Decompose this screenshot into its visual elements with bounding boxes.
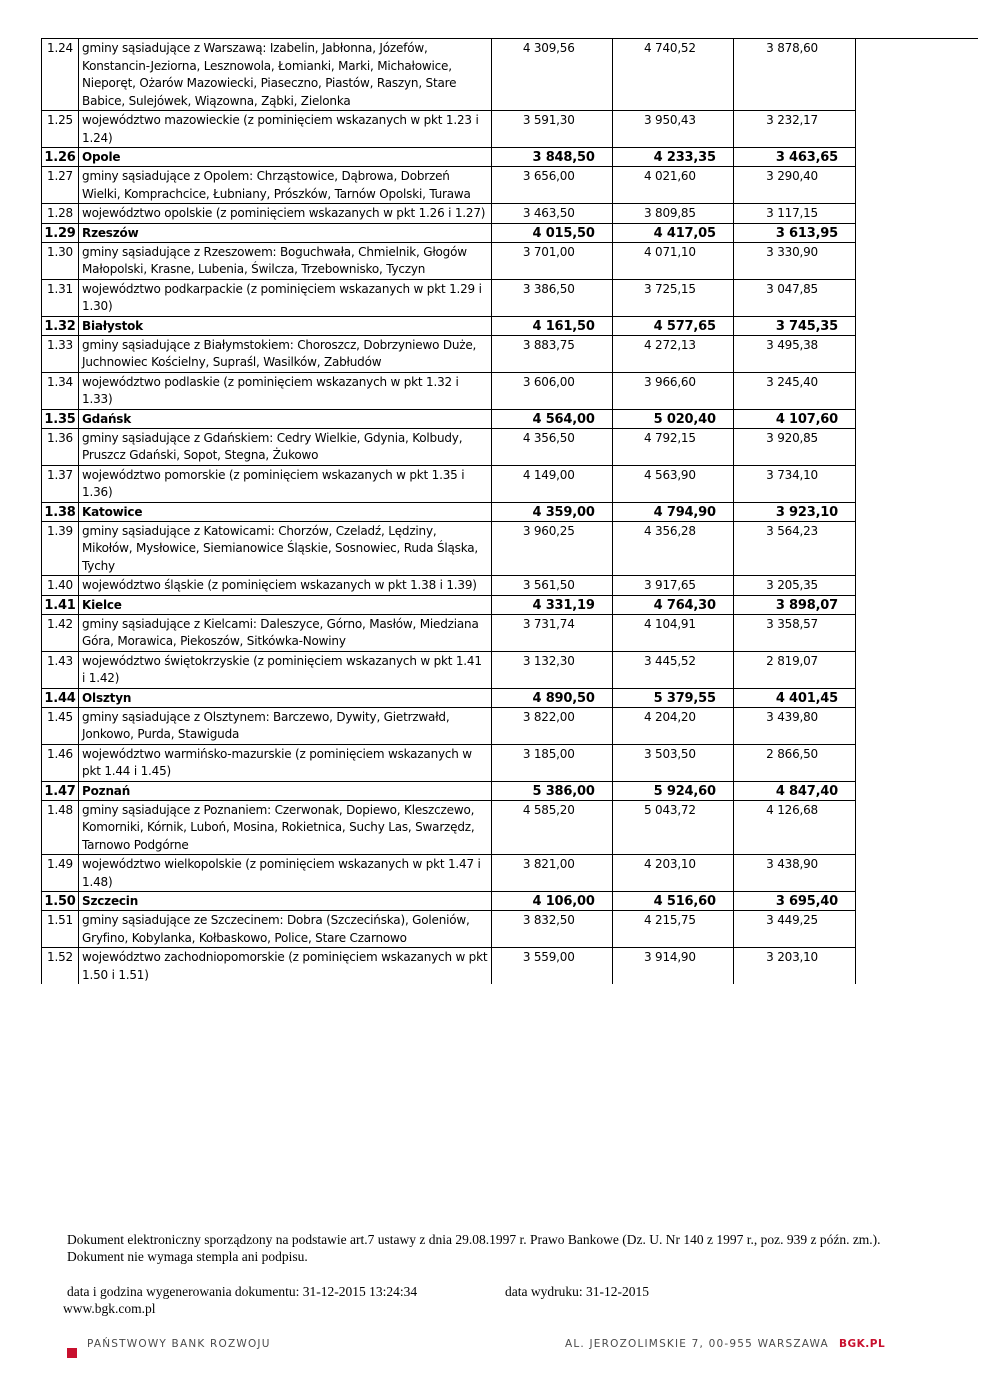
row-name: województwo podlaskie (z pominięciem wskazanych w pkt 1.32 i 1.33) — [79, 372, 492, 409]
row-value-3: 2 819,07 — [733, 651, 855, 688]
row-value-2: 3 809,85 — [612, 204, 733, 224]
row-value-1: 3 132,30 — [491, 651, 612, 688]
row-value-1: 4 359,00 — [491, 502, 612, 521]
row-number: 1.37 — [42, 465, 79, 502]
row-value-3: 3 438,90 — [733, 855, 855, 892]
row-value-2: 4 764,30 — [612, 595, 733, 614]
row-value-3: 3 695,40 — [733, 892, 855, 911]
table-row — [42, 948, 856, 985]
row-name: Opole — [79, 148, 492, 167]
row-value-3: 3 745,35 — [733, 316, 855, 335]
row-value-3: 4 107,60 — [733, 409, 855, 428]
row-value-2: 3 445,52 — [612, 651, 733, 688]
row-value-2: 3 914,90 — [612, 948, 733, 985]
table-row-city — [42, 502, 856, 521]
row-number: 1.35 — [42, 409, 79, 428]
row-number: 1.40 — [42, 576, 79, 596]
table-row — [42, 372, 856, 409]
brand-name: PAŃSTWOWY BANK ROZWOJU — [87, 1338, 271, 1350]
row-value-2: 5 020,40 — [612, 409, 733, 428]
row-value-1: 3 701,00 — [491, 242, 612, 279]
row-number: 1.50 — [42, 892, 79, 911]
table-row-city — [42, 316, 856, 335]
row-name: Kielce — [79, 595, 492, 614]
table-row — [42, 651, 856, 688]
row-value-3: 3 205,35 — [733, 576, 855, 596]
row-value-1: 4 564,00 — [491, 409, 612, 428]
table-row — [42, 428, 856, 465]
row-value-1: 3 591,30 — [491, 111, 612, 148]
row-value-1: 3 463,50 — [491, 204, 612, 224]
row-value-1: 4 890,50 — [491, 688, 612, 707]
row-value-3: 3 613,95 — [733, 223, 855, 242]
row-name: województwo wielkopolskie (z pominięciem wskazanych w pkt 1.47 i 1.48) — [79, 855, 492, 892]
row-value-2: 3 725,15 — [612, 279, 733, 316]
row-value-3: 4 401,45 — [733, 688, 855, 707]
table-row — [42, 279, 856, 316]
row-name: Białystok — [79, 316, 492, 335]
row-number: 1.44 — [42, 688, 79, 707]
row-value-2: 3 950,43 — [612, 111, 733, 148]
row-number: 1.51 — [42, 911, 79, 948]
row-value-3: 3 117,15 — [733, 204, 855, 224]
row-value-2: 4 577,65 — [612, 316, 733, 335]
row-value-1: 4 015,50 — [491, 223, 612, 242]
table-row — [42, 800, 856, 855]
row-name: województwo warmińsko-mazurskie (z pominięciem wskazanych w pkt 1.44 i 1.45) — [79, 744, 492, 781]
row-value-3: 3 734,10 — [733, 465, 855, 502]
row-value-1: 3 848,50 — [491, 148, 612, 167]
row-name: województwo śląskie (z pominięciem wskazanych w pkt 1.38 i 1.39) — [79, 576, 492, 596]
row-name: gminy sąsiadujące z Katowicami: Chorzów, Czeladź, Lędziny, Mikołów, Mysłowice, Siemianowice Śląskie, Sosnowiec, Ruda Śląska, Tychy — [79, 521, 492, 576]
row-value-1: 3 606,00 — [491, 372, 612, 409]
row-number: 1.49 — [42, 855, 79, 892]
row-name: gminy sąsiadujące z Poznaniem: Czerwonak, Dopiewo, Kleszczewo, Komorniki, Kórnik, Luboń, Mosina, Rokietnica, Suchy Las, Swarzędz, Tarnowo Podgórne — [79, 800, 492, 855]
row-value-2: 4 794,90 — [612, 502, 733, 521]
row-number: 1.48 — [42, 800, 79, 855]
row-name: gminy sąsiadujące z Rzeszowem: Boguchwała, Chmielnik, Głogów Małopolski, Krasne, Lubenia, Świlcza, Trzebownisko, Tyczyn — [79, 242, 492, 279]
row-value-1: 3 822,00 — [491, 707, 612, 744]
row-number: 1.46 — [42, 744, 79, 781]
row-value-1: 3 960,25 — [491, 521, 612, 576]
row-name: Poznań — [79, 781, 492, 800]
table-row-city — [42, 892, 856, 911]
row-number: 1.42 — [42, 614, 79, 651]
table-row — [42, 911, 856, 948]
brand-logo-icon — [67, 1348, 77, 1358]
row-name: Rzeszów — [79, 223, 492, 242]
row-value-3: 3 245,40 — [733, 372, 855, 409]
row-value-1: 3 185,00 — [491, 744, 612, 781]
row-value-3: 3 898,07 — [733, 595, 855, 614]
row-value-2: 4 417,05 — [612, 223, 733, 242]
row-value-1: 4 161,50 — [491, 316, 612, 335]
row-value-1: 3 656,00 — [491, 167, 612, 204]
row-value-2: 5 379,55 — [612, 688, 733, 707]
row-value-1: 3 731,74 — [491, 614, 612, 651]
row-name: gminy sąsiadujące z Olsztynem: Barczewo, Dywity, Gietrzwałd, Jonkowo, Purda, Stawiguda — [79, 707, 492, 744]
row-value-2: 4 021,60 — [612, 167, 733, 204]
table-row — [42, 111, 856, 148]
table-row — [42, 521, 856, 576]
row-value-1: 3 559,00 — [491, 948, 612, 985]
row-value-3: 3 290,40 — [733, 167, 855, 204]
row-value-3: 3 449,25 — [733, 911, 855, 948]
row-number: 1.45 — [42, 707, 79, 744]
table-row — [42, 204, 856, 224]
table-row — [42, 707, 856, 744]
table-row — [42, 39, 856, 111]
row-value-3: 3 203,10 — [733, 948, 855, 985]
row-number: 1.25 — [42, 111, 79, 148]
row-number: 1.34 — [42, 372, 79, 409]
row-number: 1.31 — [42, 279, 79, 316]
row-value-3: 4 126,68 — [733, 800, 855, 855]
footer-legal-note: Dokument elektroniczny sporządzony na podstawie art.7 ustawy z dnia 29.08.1997 r. Prawo Bankowe (Dz. U. Nr 140 z 1997 r., poz. 939 z późn. zm.). — [67, 1232, 881, 1247]
row-value-2: 4 272,13 — [612, 335, 733, 372]
price-table — [41, 38, 856, 984]
row-number: 1.39 — [42, 521, 79, 576]
row-value-2: 3 966,60 — [612, 372, 733, 409]
table-row — [42, 335, 856, 372]
row-name: województwo podkarpackie (z pominięciem wskazanych w pkt 1.29 i 1.30) — [79, 279, 492, 316]
row-value-2: 4 356,28 — [612, 521, 733, 576]
footer-website-link[interactable]: www.bgk.com.pl — [63, 1301, 156, 1316]
row-name: gminy sąsiadujące ze Szczecinem: Dobra (Szczecińska), Goleniów, Gryfino, Kobylanka, Kołbaskowo, Police, Stare Czarnowo — [79, 911, 492, 948]
row-number: 1.52 — [42, 948, 79, 985]
table-row — [42, 242, 856, 279]
row-value-2: 4 233,35 — [612, 148, 733, 167]
table-row-city — [42, 595, 856, 614]
row-number: 1.36 — [42, 428, 79, 465]
row-value-3: 4 847,40 — [733, 781, 855, 800]
footer-generated-date: data i godzina wygenerowania dokumentu: 31-12-2015 13:24:34 — [67, 1284, 418, 1299]
row-name: Olsztyn — [79, 688, 492, 707]
row-name: województwo zachodniopomorskie (z pominięciem wskazanych w pkt 1.50 i 1.51) — [79, 948, 492, 985]
row-number: 1.32 — [42, 316, 79, 335]
row-name: gminy sąsiadujące z Białymstokiem: Choroszcz, Dobrzyniewo Duże, Juchnowiec Kościelny, Supraśl, Wasilków, Zabłudów — [79, 335, 492, 372]
row-value-2: 4 792,15 — [612, 428, 733, 465]
row-name: gminy sąsiadujące z Warszawą: Izabelin, Jabłonna, Józefów, Konstancin-Jeziorna, Lesznowola, Łomianki, Marki, Michałowice, Nieporęt, Ożarów Mazowiecki, Piaseczno, Piastów, Raszyn, Stare Babice, Sulejówek, Wiązowna, Ząbki, Zielonka — [79, 39, 492, 111]
table-row-city — [42, 223, 856, 242]
table-row — [42, 614, 856, 651]
row-value-2: 4 104,91 — [612, 614, 733, 651]
row-value-1: 5 386,00 — [491, 781, 612, 800]
row-value-3: 3 358,57 — [733, 614, 855, 651]
table-row-city — [42, 148, 856, 167]
row-value-2: 4 563,90 — [612, 465, 733, 502]
table-row — [42, 167, 856, 204]
row-name: województwo świętokrzyskie (z pominięciem wskazanych w pkt 1.41 i 1.42) — [79, 651, 492, 688]
row-value-3: 3 047,85 — [733, 279, 855, 316]
row-name: gminy sąsiadujące z Opolem: Chrząstowice, Dąbrowa, Dobrzeń Wielki, Komprachcice, Łubniany, Prószków, Tarnów Opolski, Turawa — [79, 167, 492, 204]
table-row — [42, 576, 856, 596]
row-value-2: 3 917,65 — [612, 576, 733, 596]
table-row-city — [42, 409, 856, 428]
row-name: Szczecin — [79, 892, 492, 911]
row-name: Katowice — [79, 502, 492, 521]
table-row — [42, 855, 856, 892]
row-number: 1.38 — [42, 502, 79, 521]
footer-stamp-note: Dokument nie wymaga stempla ani podpisu. — [67, 1249, 308, 1264]
row-number: 1.41 — [42, 595, 79, 614]
row-name: gminy sąsiadujące z Kielcami: Daleszyce, Górno, Masłów, Miedziana Góra, Morawica, Piekoszów, Sitkówka-Nowiny — [79, 614, 492, 651]
row-number: 1.24 — [42, 39, 79, 111]
row-value-3: 3 878,60 — [733, 39, 855, 111]
row-value-1: 3 883,75 — [491, 335, 612, 372]
row-number: 1.28 — [42, 204, 79, 224]
row-value-3: 3 330,90 — [733, 242, 855, 279]
row-number: 1.33 — [42, 335, 79, 372]
row-value-2: 4 516,60 — [612, 892, 733, 911]
row-value-2: 5 043,72 — [612, 800, 733, 855]
row-value-3: 3 923,10 — [733, 502, 855, 521]
row-number: 1.27 — [42, 167, 79, 204]
row-value-1: 4 309,56 — [491, 39, 612, 111]
row-value-2: 4 204,20 — [612, 707, 733, 744]
row-number: 1.43 — [42, 651, 79, 688]
table-row-city — [42, 688, 856, 707]
row-value-3: 3 920,85 — [733, 428, 855, 465]
row-value-2: 5 924,60 — [612, 781, 733, 800]
row-number: 1.30 — [42, 242, 79, 279]
row-value-3: 3 495,38 — [733, 335, 855, 372]
row-value-3: 3 564,23 — [733, 521, 855, 576]
row-value-3: 3 232,17 — [733, 111, 855, 148]
row-value-2: 4 740,52 — [612, 39, 733, 111]
row-value-3: 2 866,50 — [733, 744, 855, 781]
row-value-1: 4 106,00 — [491, 892, 612, 911]
row-number: 1.47 — [42, 781, 79, 800]
brand-address: AL. JEROZOLIMSKIE 7, 00-955 WARSZAWA — [565, 1338, 829, 1350]
footer-print-date: data wydruku: 31-12-2015 — [505, 1284, 649, 1299]
row-value-1: 3 561,50 — [491, 576, 612, 596]
row-value-1: 4 331,19 — [491, 595, 612, 614]
row-number: 1.29 — [42, 223, 79, 242]
row-value-2: 4 071,10 — [612, 242, 733, 279]
row-value-2: 4 215,75 — [612, 911, 733, 948]
row-value-1: 3 832,50 — [491, 911, 612, 948]
row-value-1: 4 356,50 — [491, 428, 612, 465]
row-name: województwo pomorskie (z pominięciem wskazanych w pkt 1.35 i 1.36) — [79, 465, 492, 502]
row-value-2: 4 203,10 — [612, 855, 733, 892]
row-name: województwo opolskie (z pominięciem wskazanych w pkt 1.26 i 1.27) — [79, 204, 492, 224]
table-row-city — [42, 781, 856, 800]
price-table-body — [42, 39, 856, 985]
row-value-3: 3 463,65 — [733, 148, 855, 167]
brand-site-link[interactable]: BGK.PL — [839, 1338, 886, 1350]
row-value-1: 3 821,00 — [491, 855, 612, 892]
row-value-3: 3 439,80 — [733, 707, 855, 744]
row-name: Gdańsk — [79, 409, 492, 428]
table-row — [42, 744, 856, 781]
row-value-1: 3 386,50 — [491, 279, 612, 316]
row-value-2: 3 503,50 — [612, 744, 733, 781]
row-value-1: 4 149,00 — [491, 465, 612, 502]
table-row — [42, 465, 856, 502]
row-number: 1.26 — [42, 148, 79, 167]
row-name: województwo mazowieckie (z pominięciem wskazanych w pkt 1.23 i 1.24) — [79, 111, 492, 148]
row-value-1: 4 585,20 — [491, 800, 612, 855]
row-name: gminy sąsiadujące z Gdańskiem: Cedry Wielkie, Gdynia, Kolbudy, Pruszcz Gdański, Sopot, Stegna, Żukowo — [79, 428, 492, 465]
